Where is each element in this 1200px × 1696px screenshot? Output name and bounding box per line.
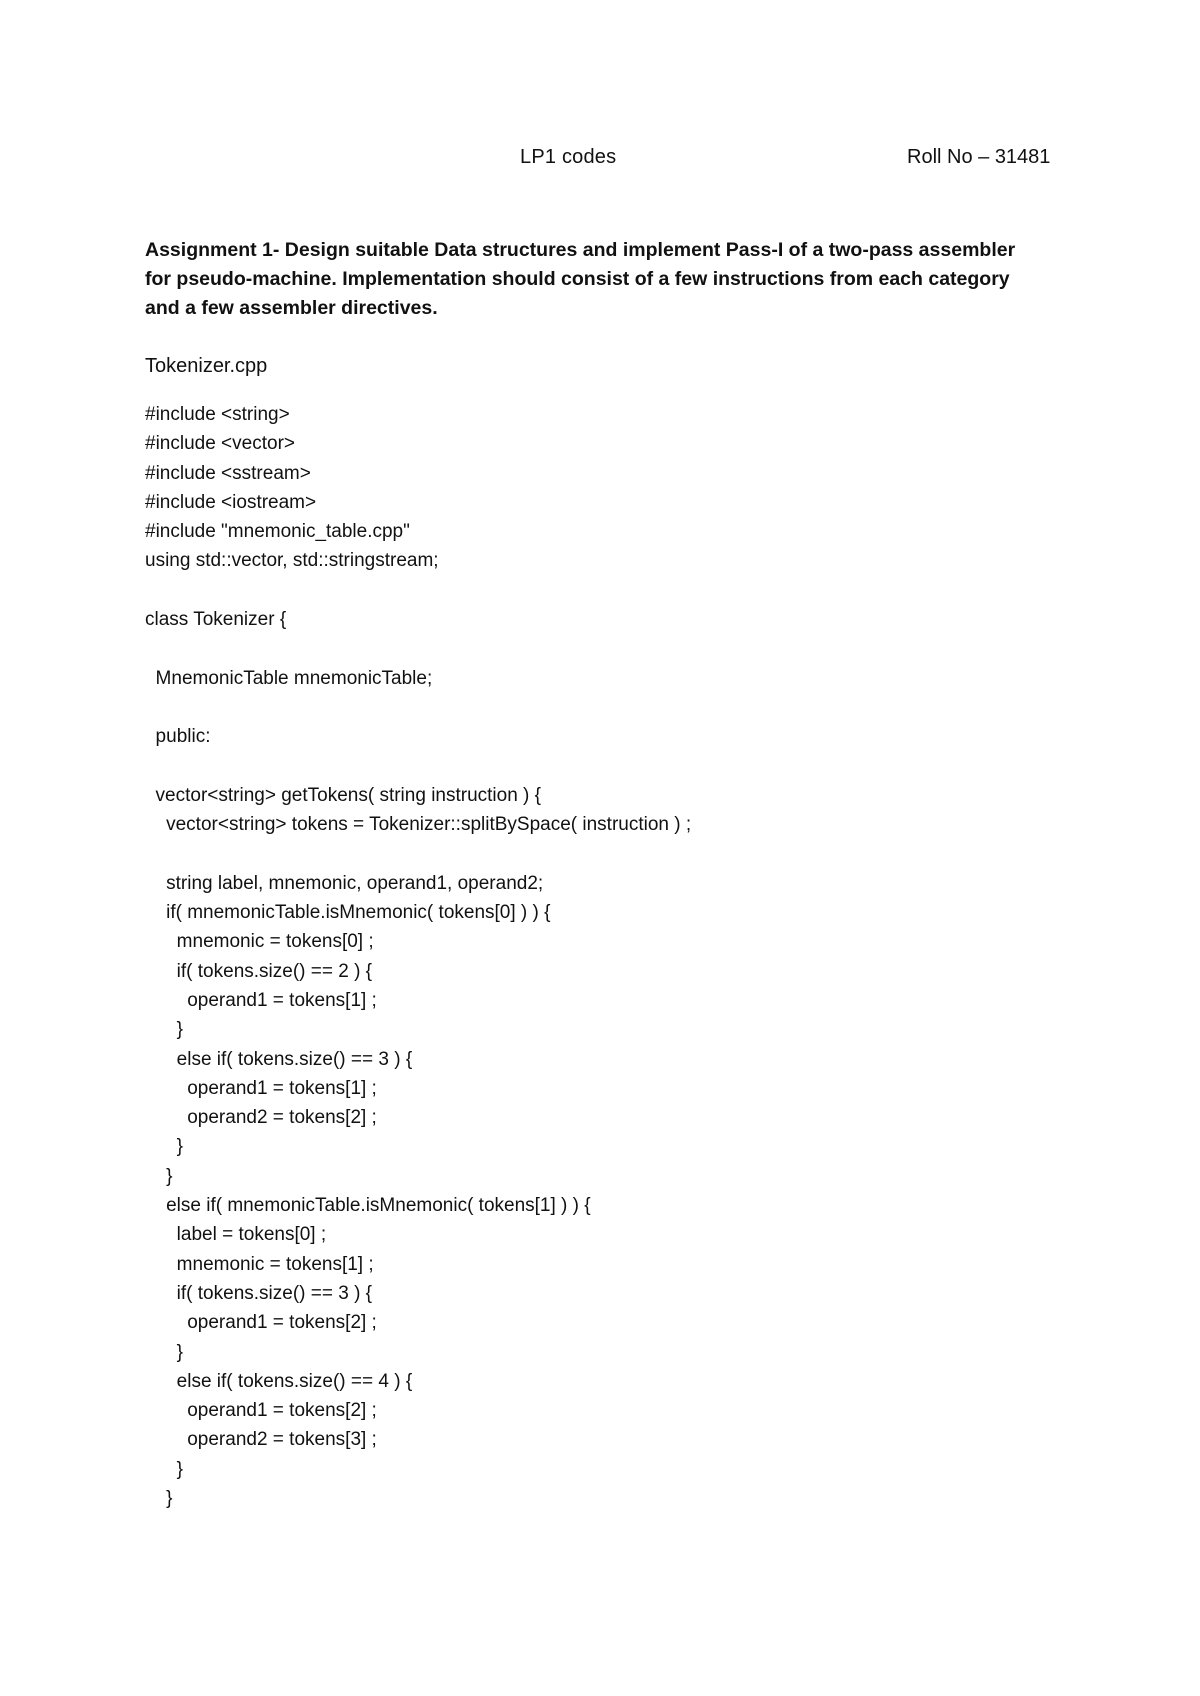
code-line: vector<string> getTokens( string instruction ) { [145,784,542,806]
code-line: } [145,1458,184,1480]
code-line: else if( tokens.size() == 3 ) { [145,1048,413,1070]
code-line: operand1 = tokens[2] ; [145,1312,377,1334]
code-line: #include <sstream> [145,462,311,484]
code-line: } [145,1165,173,1187]
code-line: mnemonic = tokens[1] ; [145,1253,374,1275]
code-line: operand2 = tokens[3] ; [145,1429,377,1451]
code-line: } [145,1019,184,1041]
code-line: using std::vector, std::stringstream; [145,550,439,572]
code-line [145,634,1095,663]
header-title: LP1 codes [520,146,617,168]
code-line: #include <iostream> [145,491,317,513]
code-line: vector<string> tokens = Tokenizer::splitBySpace( instruction ) ; [145,814,692,836]
code-line: #include "mnemonic_table.cpp" [145,521,410,543]
code-line [145,752,1095,781]
code-line: #include <vector> [145,433,295,455]
code-line: } [145,1341,184,1363]
code-line: operand1 = tokens[2] ; [145,1400,377,1422]
code-line: if( mnemonicTable.isMnemonic( tokens[0] ) ) { [145,902,551,924]
code-line: mnemonic = tokens[0] ; [145,931,374,953]
file-name: Tokenizer.cpp [145,355,268,377]
code-line: label = tokens[0] ; [145,1224,327,1246]
code-line: } [145,1487,173,1509]
assignment-heading: Assignment 1- Design suitable Data structures and implement Pass-I of a two-pass assembler for pseudo-machine. Implementation should consist of a few instructions from each category and a few assembler directives. [145,239,1016,319]
roll-number: Roll No – 31481 [907,146,1051,168]
code-line: string label, mnemonic, operand1, operand2; [145,872,544,894]
code-line [145,693,1095,722]
code-line: else if( mnemonicTable.isMnemonic( tokens[1] ) ) { [145,1195,591,1217]
code-line: if( tokens.size() == 3 ) { [145,1282,373,1304]
code-line: public: [145,726,211,748]
code-line [145,839,1095,868]
code-line: operand2 = tokens[2] ; [145,1107,377,1129]
code-line: MnemonicTable mnemonicTable; [145,667,433,689]
code-line: operand1 = tokens[1] ; [145,989,377,1011]
code-line: operand1 = tokens[1] ; [145,1077,377,1099]
code-line: if( tokens.size() == 2 ) { [145,960,373,982]
code-line: #include <string> [145,404,290,425]
code-line: class Tokenizer { [145,609,287,631]
code-line: } [145,1136,184,1158]
code-line: else if( tokens.size() == 4 ) { [145,1370,413,1392]
code-block [145,400,1095,1513]
code-line [145,576,1095,605]
